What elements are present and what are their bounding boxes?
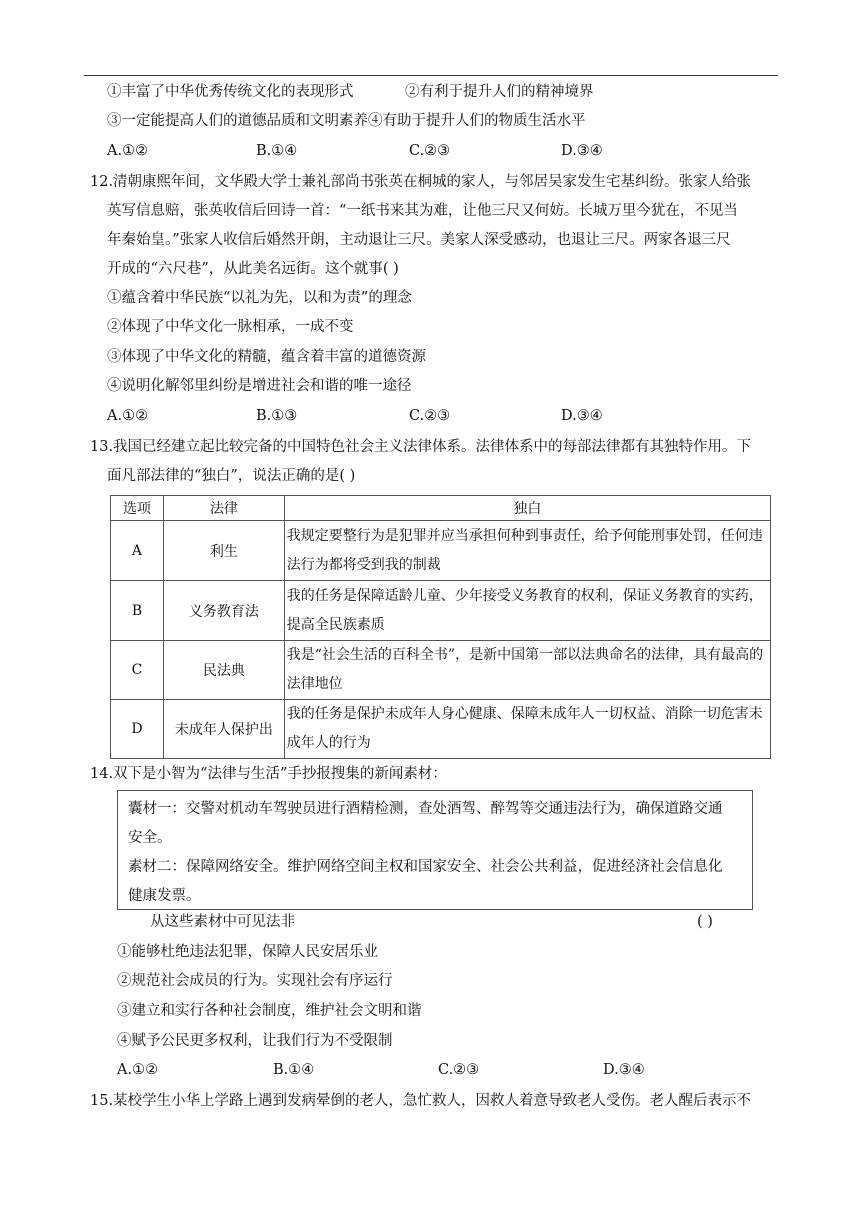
q14-answer-paren: ( ) [697,914,713,930]
row-monologue: 我的任务是保护未成年人身心健康、保障未成年人一切权益、消除一切危害未成年人的行为 [284,700,770,759]
q14-option-c: C.②③ [438,1062,480,1078]
q12-option-d: D.③④ [561,408,603,424]
q11-option-b: B.①④ [256,143,298,159]
table-header-row [111,496,771,521]
q14-statement-2: ②规范社会成员的行为。实现社会有序运行 [117,973,393,989]
q13-stem-line-2: 面凡部法律的“独白”，说法正确的是( ) [107,468,356,484]
q12-stem-line-2: 英写信息赔，张英收信后回诗一首：“一纸书来其为难，让他三尺又何妨。长城万里今犹在，不见当 [107,203,738,219]
q12-stem-line-3: 年秦始皇。”张家人收信后婚然开朗，主动退让三尺。美家人深受感动，也退让三尺。两家各退三尺 [107,232,731,248]
q14-option-a: A.①② [117,1062,159,1078]
q14-intro: 14.双下是小智为“法律与生活”手抄报搜集的新闻素材： [90,766,447,782]
table-row [111,581,771,641]
q12-statement-1: ①蕴含着中华民族“以礼为先，以和为责”的理念 [107,290,412,306]
material-1-line-1: 囊材一：交警对机动车驾驶员进行酒精检测，查处酒驾、醉驾等交通违法行为，确保道路交通 [128,801,723,817]
row-option: D [111,700,164,759]
q11-option-a: A.①② [107,143,149,159]
row-monologue: 我是“社会生活的百科全书”，是新中国第一部以法典命名的法律，具有最高的法律地位 [284,641,770,700]
q11-statement-2: ②有利于提升人们的精神境界 [405,84,594,100]
q12-statement-4: ④说明化解邻里纠纷是增进社会和谐的唯一途径 [107,378,412,394]
q11-option-c: C.②③ [409,143,451,159]
row-option: C [111,641,164,700]
q12-stem-line-1: 12.清朝康熙年间，文华殿大学士兼礼部尚书张英在桐城的家人，与邻居吴家发生宅基纠纷。张家人给张 [90,174,752,190]
row-law: 利生 [163,521,284,581]
material-1-line-2: 安全。 [128,830,172,846]
q14-option-d: D.③④ [603,1062,645,1078]
material-2-line-2: 健康发票。 [128,888,201,904]
q11-option-d: D.③④ [561,143,603,159]
q12-statement-2: ②体现了中华文化一脉相承，一成不变 [107,319,354,335]
q12-stem-line-4: 开成的“六尺巷”，从此美名远街。这个就事( ) [107,261,399,277]
header-monologue: 独白 [284,496,770,521]
q14-statement-3: ③建立和实行各种社会制度，维护社会文明和谐 [117,1003,422,1019]
law-table [110,495,771,759]
row-monologue: 我规定要整行为是犯罪并应当承担何种到事责任，给予何能刑事处罚，任何违法行为都将受到我的制裁 [284,521,770,581]
q15-stem-line-1: 15.某校学生小华上学路上遇到发病晕倒的老人，急忙救人，因救人着意导致老人受伤。老人醒后表示不 [90,1093,752,1109]
q12-option-c: C.②③ [409,408,451,424]
header-option: 选项 [111,496,164,521]
row-option: A [111,521,164,581]
q11-statement-1: ①丰富了中华优秀传统文化的表现形式 [107,84,354,100]
row-option: B [111,581,164,641]
news-material-box [117,790,753,910]
table-row [111,700,771,759]
header-rule [84,75,778,76]
row-law: 未成年人保护出 [163,700,284,759]
q13-stem-line-1: 13.我国已经建立起比较完备的中国特色社会主义法律体系。法律体系中的每部法律都有其独特作用。下 [90,439,752,455]
row-law: 义务教育法 [163,581,284,641]
q14-option-b: B.①④ [273,1062,315,1078]
table-row [111,641,771,700]
q14-statement-1: ①能够杜绝违法犯罪，保障人民安居乐业 [117,944,378,960]
table-row [111,521,771,581]
q11-statement-3-4: ③一定能提高人们的道德品质和文明素养④有助于提升人们的物质生活水平 [107,113,586,129]
q12-option-a: A.①② [107,408,149,424]
q12-statement-3: ③体现了中华文化的精髓，蕴含着丰富的道德资源 [107,349,426,365]
q12-option-b: B.①③ [256,408,298,424]
material-2-line-1: 素材二：保障网络安全。维护网络空间主权和国家安全、社会公共利益，促进经济社会信息化 [128,859,723,875]
row-monologue: 我的任务是保障适龄儿童、少年接受义务教育的权利，保证义务教育的实药，提高全民族素质 [284,581,770,641]
q14-statement-4: ④赋予公民更多权利，让我们行为不受限制 [117,1033,393,1049]
row-law: 民法典 [163,641,284,700]
q14-question: 从这些素材中可见法非 [150,914,295,930]
header-law: 法律 [163,496,284,521]
